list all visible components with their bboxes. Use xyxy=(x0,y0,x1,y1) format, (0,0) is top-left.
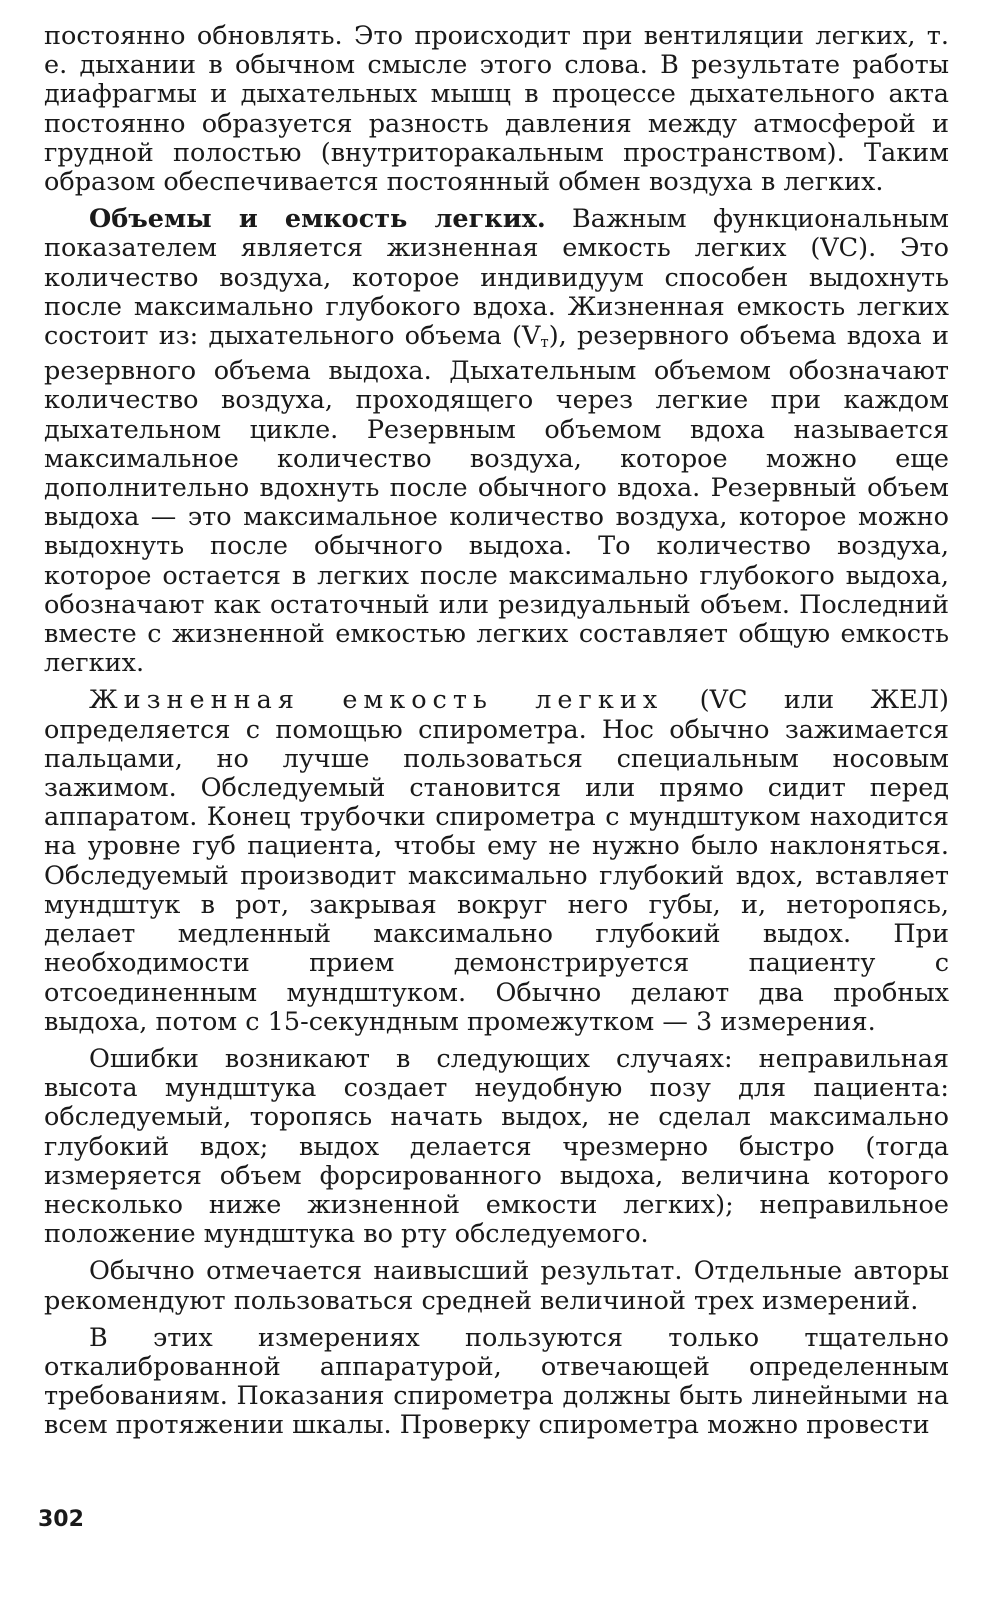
paragraph-ventilation: постоянно обновлять. Это происходит при вентиляции легких, т. е. дыхании в обычном смысле этого слова. В результате работы диафрагмы и дыхательных мышц в процессе дыхательного акта постоянно образуется разность давления между атмосферой и грудной полостью (внутриторакальным пространством). Таким образом обеспечивается постоянный обмен воздуха в легких. xyxy=(44,21,949,198)
paragraph-calibration: В этих измерениях пользуются только тщательно откалиброванной аппаратурой, отвечающей определенным требованиям. Показания спирометра должны быть линейными на всем протяжении шкалы. Проверку спирометра можно провести xyxy=(44,1322,949,1441)
paragraph-vital-capacity xyxy=(44,686,949,1036)
paragraph-volumes xyxy=(44,205,949,678)
run-in-heading: Объемы и емкость легких. xyxy=(89,204,546,235)
spaced-term: Жизненная емкость легких xyxy=(89,685,664,716)
subscript: т xyxy=(540,333,549,352)
page-number: 302 xyxy=(38,1507,84,1532)
page-body xyxy=(44,22,949,1449)
paragraph-text: (VC или ЖЕЛ) определяется с помощью спирометра. Нос обычно зажимается пальцами, но лучше пользоваться специальным носовым зажимом. Обследуемый становится или прямо сидит перед аппаратом. Конец трубочки спирометра с мундштуком находится на уровне губ пациента, чтобы ему не нужно было наклоняться. Обследуемый производит максимально глубокий вдох, вставляет мундштук в рот, закрывая вокруг него губы, и, неторопясь, делает медленный максимально глубокий выдох. При необходимости прием демонстрируется пациенту с отсоединенным мундштуком. Обычно делают два пробных выдоха, потом с 15-секундным промежутком — 3 измерения. xyxy=(44,685,949,1037)
paragraph-text: ), резервного объема вдоха и резервного объема выдоха. Дыхательным объемом обозначают количество воздуха, проходящего через легкие при каждом дыхательном цикле. Резервным объемом вдоха называется максимальное количество воздуха, которое можно еще дополнительно вдохнуть после обычного вдоха. Резервный объем выдоха — это максимальное количество воздуха, которое можно выдохнуть после обычного выдоха. То количество воздуха, которое остается в легких после максимально глубокого выдоха, обозначают как остаточный или резидуальный объем. Последний вместе с жизненной емкостью легких составляет общую емкость легких. xyxy=(44,321,949,679)
paragraph-text: Важным функциональным показателем является жизненная емкость легких (VC). Это количество воздуха, которое индивидуум способен выдохнуть после максимально глубокого вдоха. Жизненная емкость легких состоит из: дыхательного объема (V xyxy=(44,204,949,352)
paragraph-result: Обычно отмечается наивысший результат. Отдельные авторы рекомендуют пользоваться средней величиной трех измерений. xyxy=(44,1256,949,1316)
paragraph-errors: Ошибки возникают в следующих случаях: неправильная высота мундштука создает неудобную позу для пациента: обследуемый, торопясь начать выдох, не сделал максимально глубокий вдох; выдох делается чрезмерно быстро (тогда измеряется объем форсированного выдоха, величина которого несколько ниже жизненной емкости легких); неправильное положение мундштука во рту обследуемого. xyxy=(44,1043,949,1250)
